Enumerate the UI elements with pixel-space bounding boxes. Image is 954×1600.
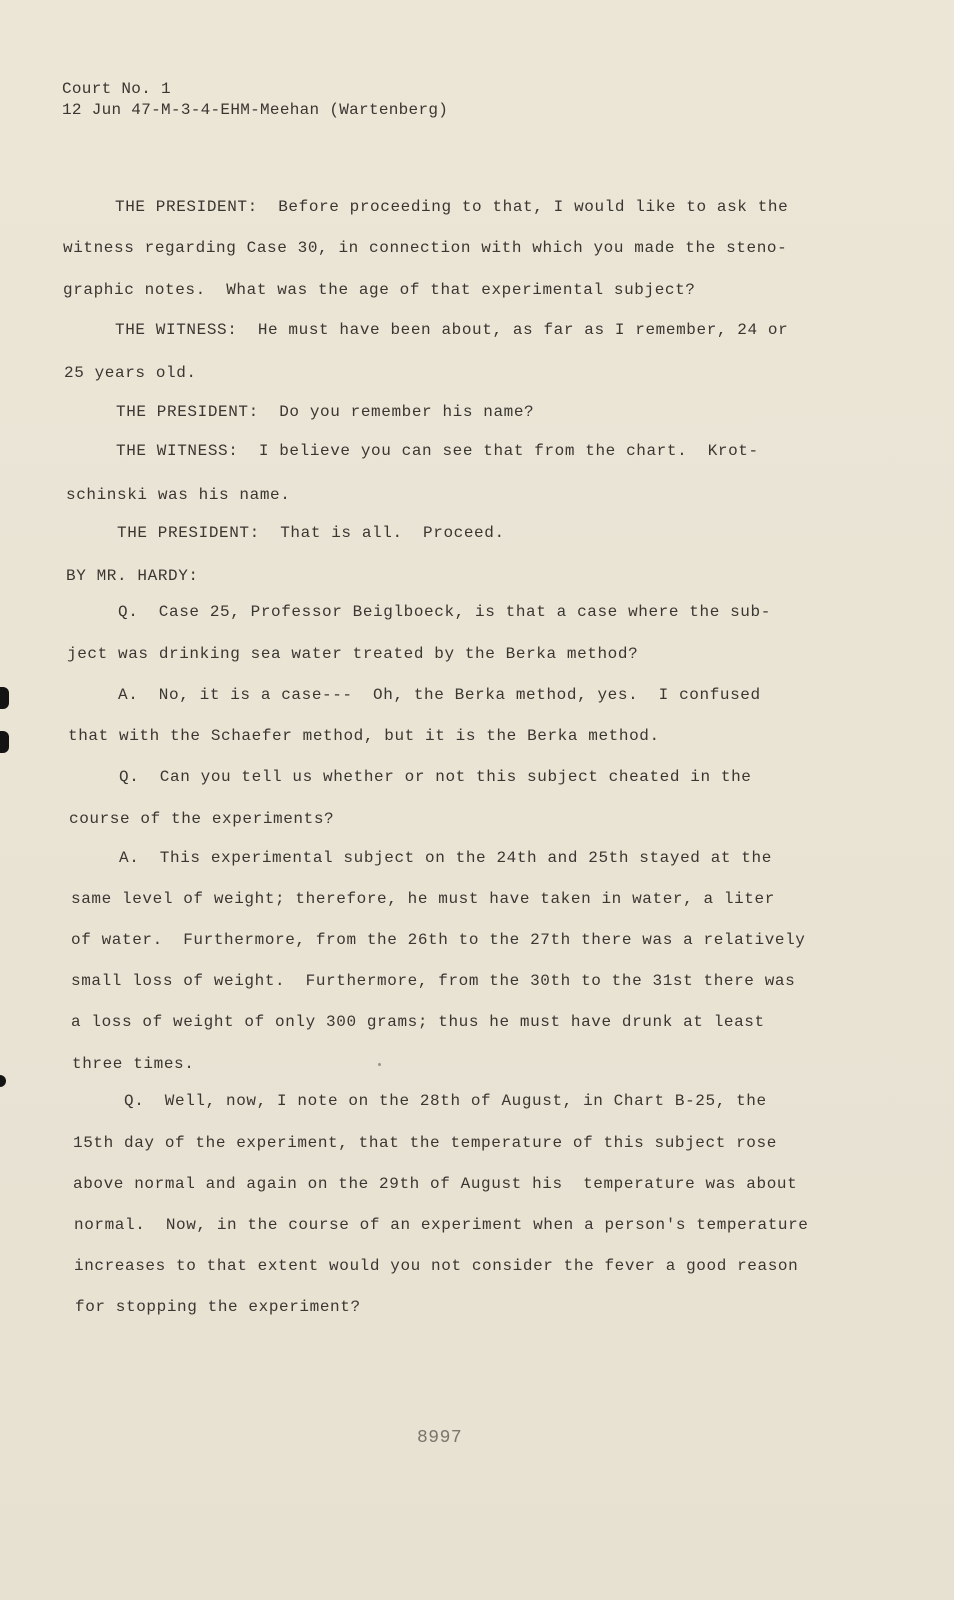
transcript-line: THE WITNESS: I believe you can see that from the chart. Krot-: [116, 442, 759, 460]
transcript-line: graphic notes. What was the age of that experimental subject?: [63, 281, 696, 299]
transcript-line: 25 years old.: [64, 364, 197, 382]
transcript-line: THE PRESIDENT: Before proceeding to that, I would like to ask the: [115, 198, 789, 216]
transcript-line: that with the Schaefer method, but it is the Berka method.: [68, 727, 660, 745]
transcript-line: THE WITNESS: He must have been about, as far as I remember, 24 or: [115, 321, 789, 339]
transcript-line: for stopping the experiment?: [75, 1298, 361, 1316]
transcript-line: 15th day of the experiment, that the temperature of this subject rose: [73, 1134, 777, 1152]
page-number: 8997: [417, 1428, 463, 1448]
transcript-line: course of the experiments?: [69, 810, 335, 828]
transcript-line: A. No, it is a case--- Oh, the Berka method, yes. I confused: [118, 686, 761, 704]
binder-hole-mark: [0, 1075, 6, 1087]
paper-speck: [378, 1063, 381, 1066]
session-line: 12 Jun 47-M-3-4-EHM-Meehan (Wartenberg): [62, 101, 449, 119]
transcript-line: normal. Now, in the course of an experiment when a person's temperature: [74, 1216, 809, 1234]
transcript-line: ject was drinking sea water treated by the Berka method?: [67, 645, 639, 663]
transcript-line: THE PRESIDENT: Do you remember his name?: [116, 403, 535, 421]
transcript-line: BY MR. HARDY:: [66, 567, 199, 585]
transcript-line: same level of weight; therefore, he must have taken in water, a liter: [71, 890, 775, 908]
transcript-line: Q. Case 25, Professor Beiglboeck, is that a case where the sub-: [118, 603, 771, 621]
transcript-line: Q. Well, now, I note on the 28th of August, in Chart B-25, the: [124, 1092, 767, 1110]
transcript-line: Q. Can you tell us whether or not this subject cheated in the: [119, 768, 752, 786]
transcript-line: A. This experimental subject on the 24th and 25th stayed at the: [119, 849, 772, 867]
transcript-line: above normal and again on the 29th of August his temperature was about: [73, 1175, 798, 1193]
transcript-line: of water. Furthermore, from the 26th to the 27th there was a relatively: [71, 931, 806, 949]
transcript-line: three times.: [72, 1055, 195, 1073]
binder-hole-mark: [0, 731, 9, 753]
transcript-line: witness regarding Case 30, in connection with which you made the steno-: [63, 239, 788, 257]
binder-hole-mark: [0, 687, 9, 709]
court-number: Court No. 1: [62, 80, 171, 98]
transcript-line: increases to that extent would you not consider the fever a good reason: [74, 1257, 799, 1275]
transcript-line: schinski was his name.: [66, 486, 291, 504]
transcript-line: small loss of weight. Furthermore, from the 30th to the 31st there was: [71, 972, 796, 990]
transcript-line: THE PRESIDENT: That is all. Proceed.: [117, 524, 505, 542]
transcript-line: a loss of weight of only 300 grams; thus he must have drunk at least: [71, 1013, 765, 1031]
